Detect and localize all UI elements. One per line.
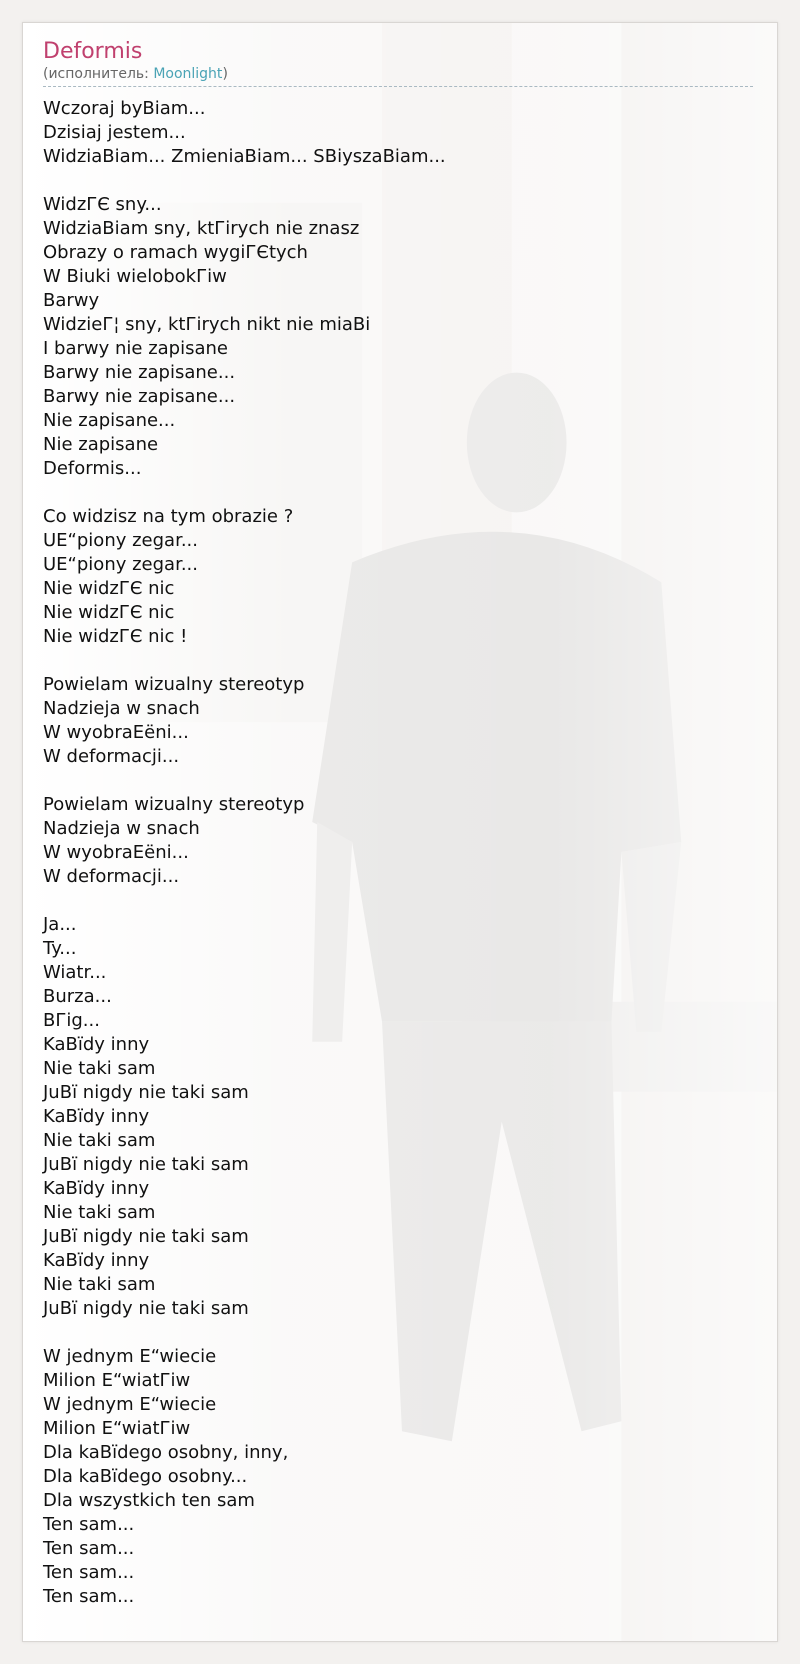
lyric-line: Barwy nie zapisane... xyxy=(43,386,236,407)
lyric-line: Milion E“wiatГіw xyxy=(43,1418,191,1439)
lyric-line xyxy=(43,1321,757,1345)
lyric-line: I barwy nie zapisane xyxy=(43,338,228,359)
lyric-line: W jednym E“wiecie xyxy=(43,1394,217,1415)
lyric-line: Nie taki sam xyxy=(43,1058,156,1079)
lyric-line xyxy=(43,649,757,673)
artist-credit xyxy=(43,65,753,87)
lyric-line: KaBїdy inny xyxy=(43,1106,150,1127)
lyric-line: WidziaBiam... ZmieniaBiam... SBiyszaBiam... xyxy=(43,146,446,167)
lyric-line: Burza... xyxy=(43,986,112,1007)
lyric-line: UE“piony zegar... xyxy=(43,530,198,551)
lyric-line: Ten sam... xyxy=(43,1514,135,1535)
artist-suffix: ) xyxy=(222,66,228,82)
lyric-line: W jednym E“wiecie xyxy=(43,1346,217,1367)
lyric-line: Co widzisz na tym obrazie ? xyxy=(43,506,294,527)
lyric-line: Nie taki sam xyxy=(43,1202,156,1223)
lyric-line xyxy=(43,889,757,913)
lyric-line: Nie widzГЄ nic xyxy=(43,602,175,623)
lyric-line: Nie taki sam xyxy=(43,1274,156,1295)
lyric-line: Obrazy o ramach wygiГЄtych xyxy=(43,242,308,263)
lyric-line: UE“piony zegar... xyxy=(43,554,198,575)
song-title: Deformis xyxy=(43,39,143,64)
lyric-line: Ty... xyxy=(43,938,77,959)
lyric-line: JuBї nigdy nie taki sam xyxy=(43,1298,249,1319)
lyric-line: Nadzieja w snach xyxy=(43,818,200,839)
lyric-line: Deformis... xyxy=(43,458,142,479)
lyric-line: W wyobraEёni... xyxy=(43,842,189,863)
lyric-line: Ten sam... xyxy=(43,1538,135,1559)
lyric-line: JuBї nigdy nie taki sam xyxy=(43,1154,249,1175)
lyric-line: Dzisiaj jestem... xyxy=(43,122,186,143)
lyric-line: Dla kaBїdego osobny, inny, xyxy=(43,1442,289,1463)
lyric-line xyxy=(43,769,757,793)
lyric-line: Nie zapisane xyxy=(43,434,159,455)
lyric-line: Milion E“wiatГіw xyxy=(43,1370,191,1391)
lyric-line: W deformacji... xyxy=(43,866,180,887)
lyric-line: WidzГЄ sny... xyxy=(43,194,162,215)
lyric-line: Nadzieja w snach xyxy=(43,698,200,719)
lyric-line: Nie widzГЄ nic ! xyxy=(43,626,188,647)
lyric-line: W Biuki wielobokГіw xyxy=(43,266,227,287)
lyrics-text xyxy=(43,97,757,1609)
lyric-line: KaBїdy inny xyxy=(43,1250,150,1271)
lyric-line: Nie zapisane... xyxy=(43,410,176,431)
lyric-line: Nie taki sam xyxy=(43,1130,156,1151)
lyric-line: W deformacji... xyxy=(43,746,180,767)
lyric-line: W wyobraEёni... xyxy=(43,722,189,743)
lyric-line xyxy=(43,169,757,193)
lyrics-card xyxy=(22,22,778,1642)
lyric-line: Barwy nie zapisane... xyxy=(43,362,236,383)
lyric-line: Barwy xyxy=(43,290,100,311)
lyric-line: WidzieГ¦ sny, ktГіrych nikt nie miaBi xyxy=(43,314,371,335)
lyric-line: Ten sam... xyxy=(43,1562,135,1583)
lyric-line xyxy=(43,481,757,505)
artist-prefix: (исполнитель: xyxy=(43,66,154,82)
lyric-line: Wiatr... xyxy=(43,962,107,983)
lyric-line: Nie widzГЄ nic xyxy=(43,578,175,599)
lyric-line: JuBї nigdy nie taki sam xyxy=(43,1082,249,1103)
lyric-line: Dla kaBїdego osobny... xyxy=(43,1466,248,1487)
lyric-line: WidziaBiam sny, ktГіrych nie znasz xyxy=(43,218,360,239)
lyric-line: JuBї nigdy nie taki sam xyxy=(43,1226,249,1247)
lyric-line: Ja... xyxy=(43,914,77,935)
lyric-line: BГіg... xyxy=(43,1010,100,1031)
lyric-line: Powielam wizualny stereotyp xyxy=(43,674,305,695)
lyric-line: Ten sam... xyxy=(43,1586,135,1607)
lyric-line: Wczoraj byBiam... xyxy=(43,98,206,119)
lyric-line: Powielam wizualny stereotyp xyxy=(43,794,305,815)
lyric-line: KaBїdy inny xyxy=(43,1178,150,1199)
lyric-line: KaBїdy inny xyxy=(43,1034,150,1055)
lyric-line: Dla wszystkich ten sam xyxy=(43,1490,255,1511)
artist-link[interactable]: Moonlight xyxy=(153,66,223,82)
